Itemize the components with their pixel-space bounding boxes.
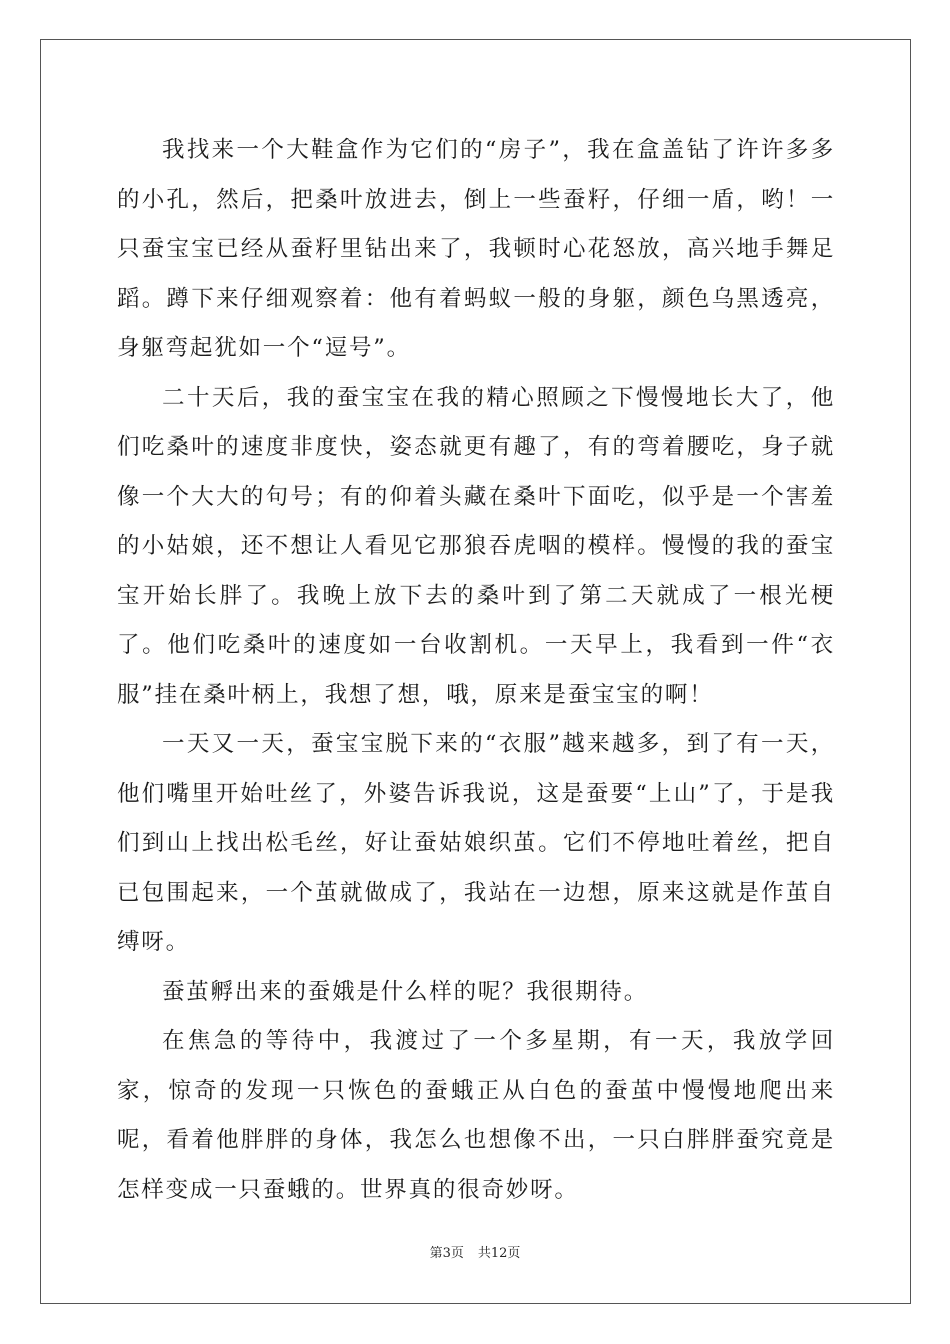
page-footer xyxy=(0,1242,950,1261)
paragraph-2: 二十天后，我的蚕宝宝在我的精心照顾之下慢慢地长大了，他们吃桑叶的速度非度快，姿态就更有趣了，有的弯着腰吃，身子就像一个大大的句号；有的仰着头藏在桑叶下面吃，似乎是一个害羞的小姑娘，还不想让人看见它那狼吞虎咽的模样。慢慢的我的蚕宝宝开始长胖了。我晚上放下去的桑叶到了第二天就成了一根光梗了。他们吃桑叶的速度如一台收割机。一天早上，我看到一件“衣服”挂在桑叶柄上，我想了想，哦，原来是蚕宝宝的啊！ xyxy=(117,384,835,708)
document-body xyxy=(117,126,835,1215)
paragraph-3: 一天又一天，蚕宝宝脱下来的“衣服”越来越多，到了有一天，他们嘴里开始吐丝了，外婆告诉我说，这是蚕要“上山”了，于是我们到山上找出松毛丝，好让蚕姑娘织茧。它们不停地吐着丝，把自已包围起来，一个茧就做成了，我站在一边想，原来这就是作茧自缚呀。 xyxy=(117,731,835,955)
paragraph-4: 蚕茧孵出来的蚕娥是什么样的呢？我很期待。 xyxy=(162,978,649,1005)
page-number-total: 共12页 xyxy=(477,1246,521,1261)
page-number-current: 第3页 xyxy=(429,1246,464,1261)
paragraph-5: 在焦急的等待中，我渡过了一个多星期，有一天，我放学回家，惊奇的发现一只恢色的蚕蛾正从白色的蚕茧中慢慢地爬出来呢，看着他胖胖的身体，我怎么也想像不出，一只白胖胖蚕究竟是怎样变成一只蚕蛾的。世界真的很奇妙呀。 xyxy=(117,1028,835,1203)
paragraph-1: 我找来一个大鞋盒作为它们的“房子”，我在盒盖钻了许许多多的小孔，然后，把桑叶放进去，倒上一些蚕籽，仔细一盾，哟！一只蚕宝宝已经从蚕籽里钻出来了，我顿时心花怒放，高兴地手舞足蹈。蹲下来仔细观察着：他有着蚂蚁一般的身躯，颜色乌黑透亮，身躯弯起犹如一个“逗号”。 xyxy=(117,137,835,361)
